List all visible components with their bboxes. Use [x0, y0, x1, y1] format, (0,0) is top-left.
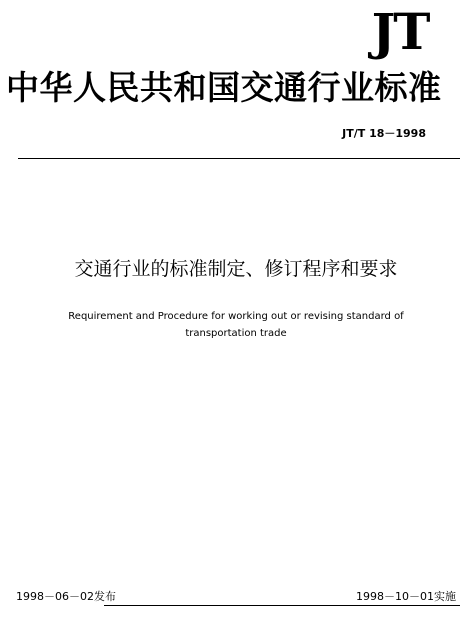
- title-english: [16, 308, 456, 344]
- title-chinese: 交通行业的标准制定、修订程序和要求: [74, 258, 398, 280]
- jt-logo: [354, 2, 446, 61]
- standard-number: JT/T 18－1998: [342, 127, 426, 140]
- issue-date: 1998－06－02发布: [16, 590, 116, 603]
- title-english-line-2: transportation trade: [185, 328, 287, 339]
- org-title: 中华人民共和国交通行业标准: [6, 68, 442, 107]
- implementation-date: 1998－10－01实施: [356, 590, 456, 603]
- top-divider: [18, 158, 460, 159]
- bottom-divider: [104, 605, 460, 606]
- jt-logo-text: JT: [371, 2, 429, 61]
- title-english-line-1: Requirement and Procedure for working out or revising standard of: [68, 311, 404, 322]
